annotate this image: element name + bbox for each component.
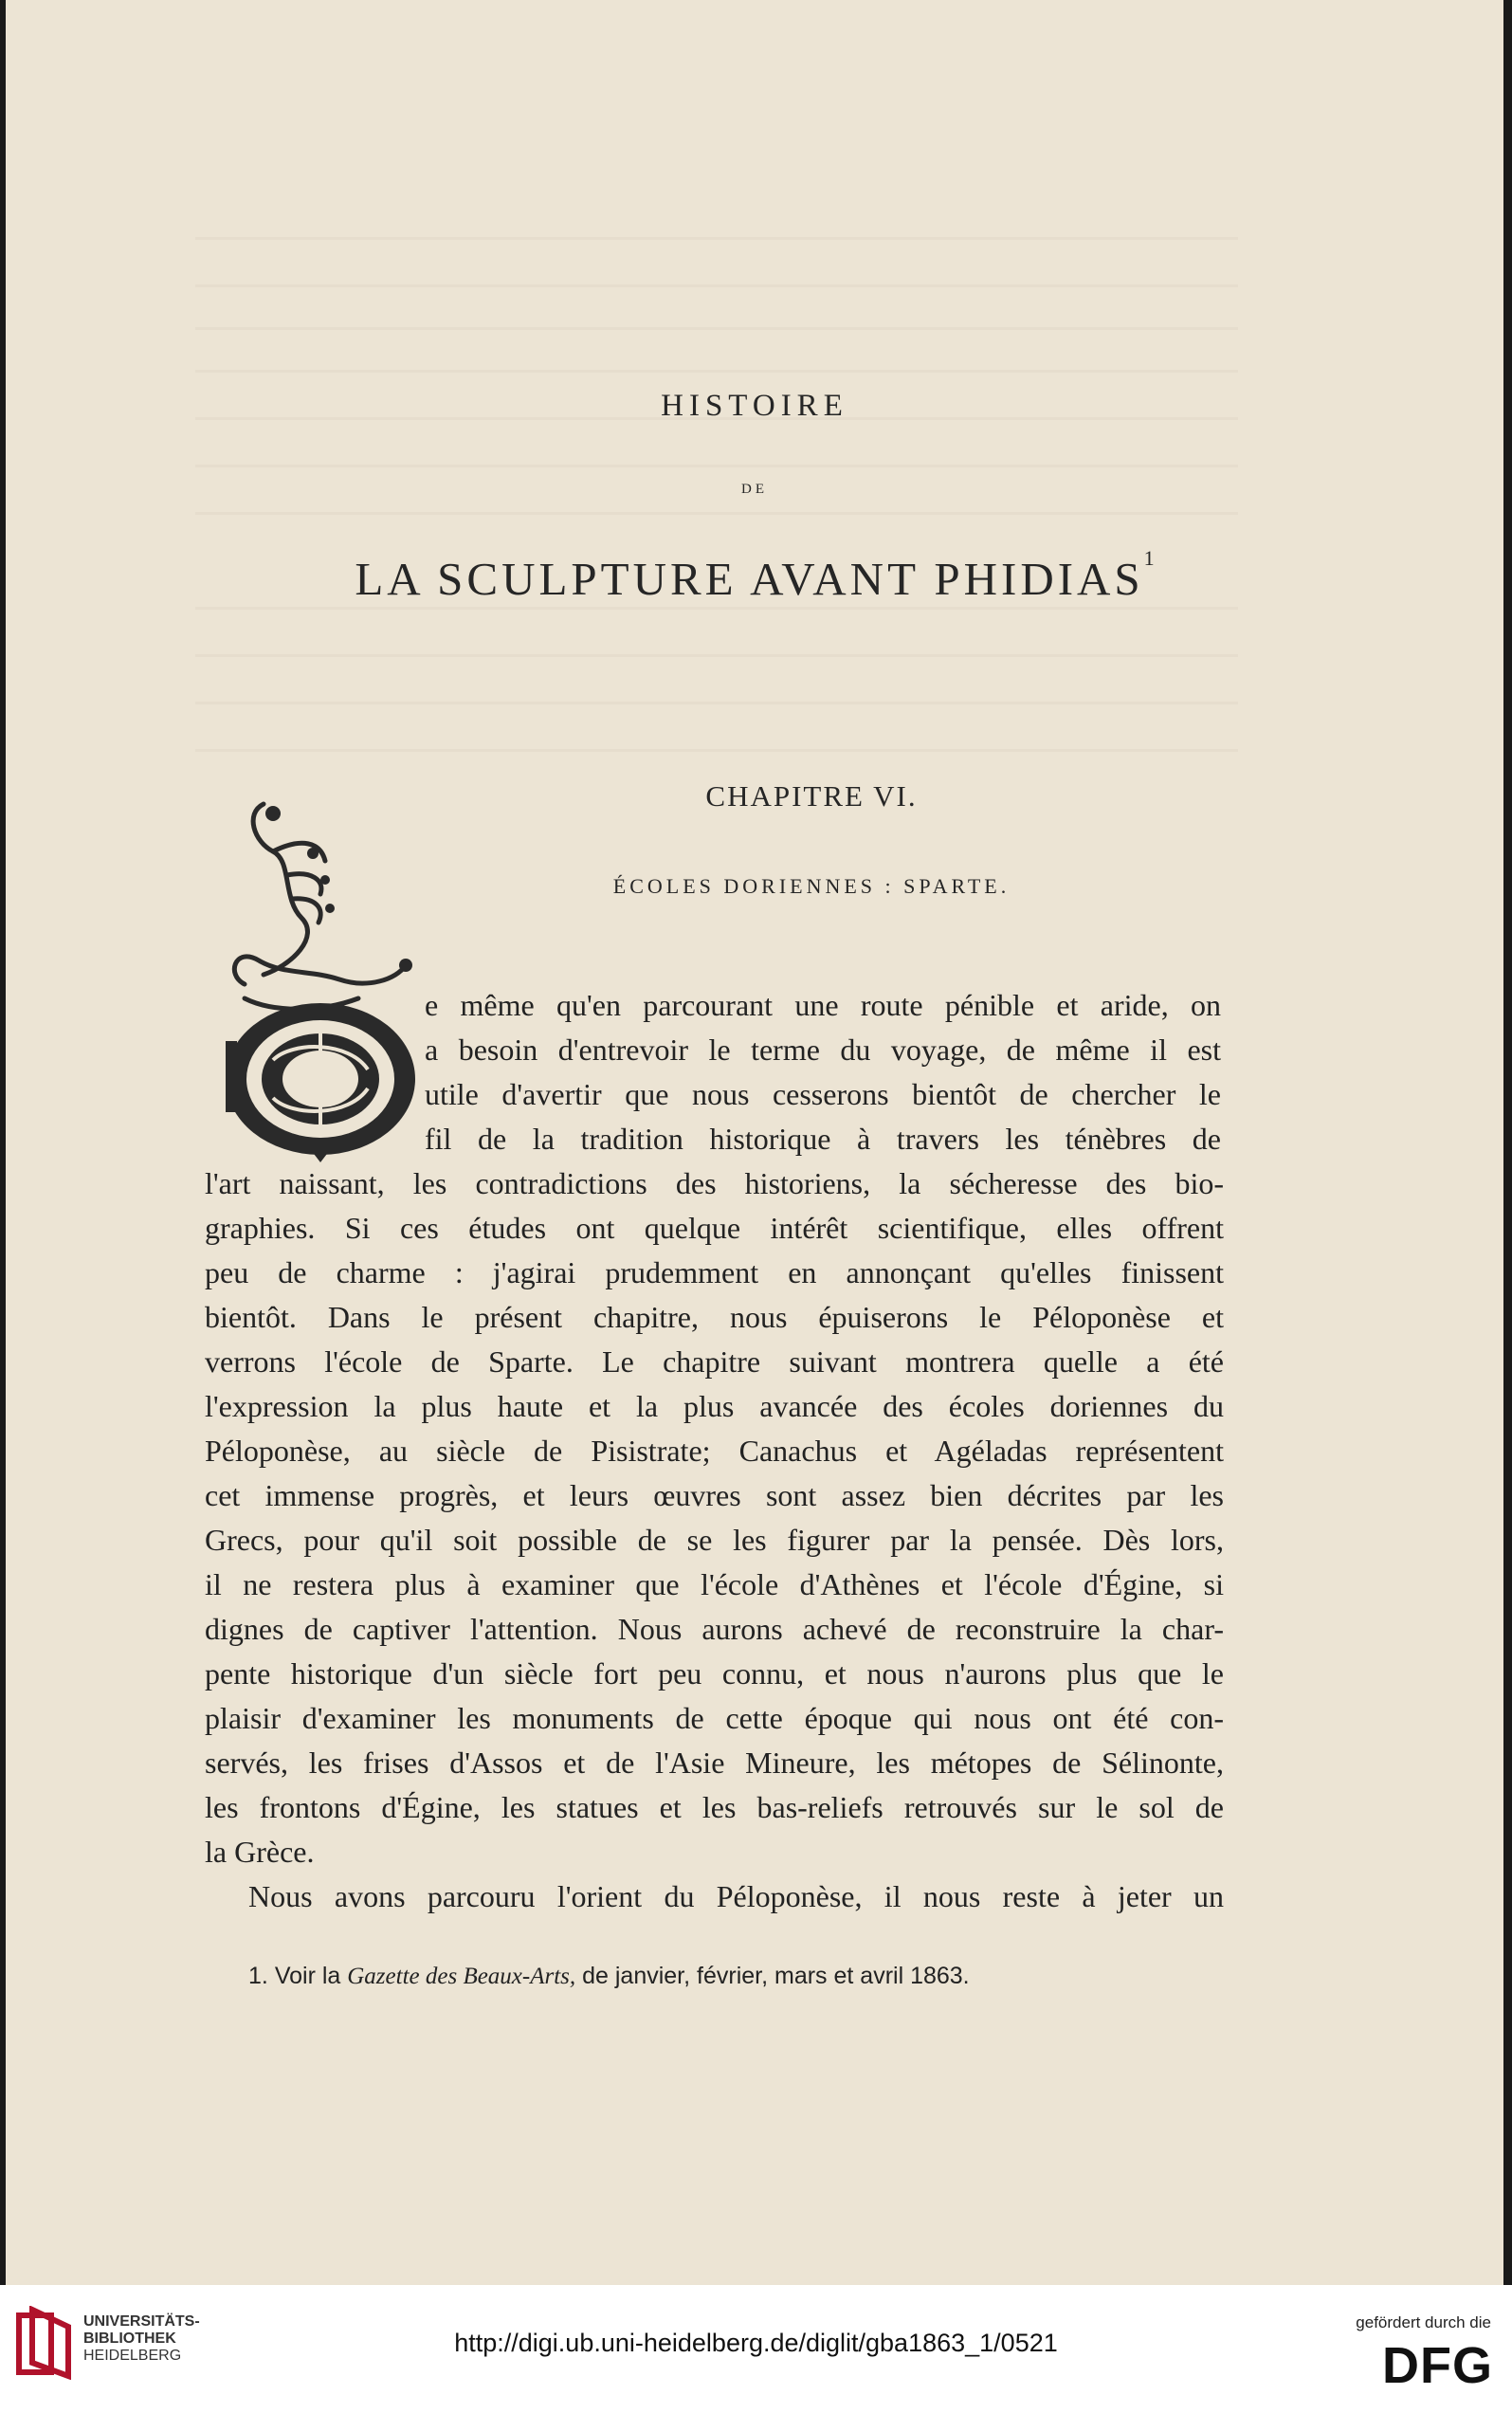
funder-note: gefördert durch die (1356, 2313, 1491, 2331)
text-line: utile d'avertir que nous cesserons bientôt de chercher le (425, 1077, 1221, 1111)
text-line: la Grèce. (205, 1835, 315, 1869)
footnote (248, 1963, 970, 1990)
text-line: peu de charme : j'agirai prudemment en annonçant qu'elles finissent (205, 1255, 1224, 1289)
page-url-link[interactable]: http://digi.ub.uni-heidelberg.de/diglit/gba1863_1/0521 (454, 2329, 1058, 2357)
text-line: servés, les frises d'Assos et de l'Asie Mineure, les métopes de Sélinonte, (205, 1746, 1224, 1780)
scanned-page (6, 0, 1503, 2285)
text-line: il ne restera plus à examiner que l'école d'Athènes et l'école d'Égine, si (205, 1567, 1224, 1601)
text-line: fil de la tradition historique à travers les ténèbres de (425, 1122, 1221, 1156)
text-line: Grecs, pour qu'il soit possible de se les figurer par la pensée. Dès lors, (205, 1523, 1224, 1557)
library-name-line3: HEIDELBERG (83, 2348, 182, 2364)
text-line: Nous avons parcouru l'orient du Péloponèse, il nous reste à jeter un (248, 1879, 1224, 1913)
ornamental-initial-d-icon (207, 785, 432, 1164)
main-title-text: LA SCULPTURE AVANT PHIDIAS (355, 553, 1144, 605)
footnote-number: 1. (248, 1963, 268, 1989)
text-line: Péloponèse, au siècle de Pisistrate; Canachus et Agéladas représentent (205, 1434, 1224, 1468)
footnote-journal: Gazette des Beaux-Arts, (347, 1964, 576, 1989)
text-line: e même qu'en parcourant une route pénible et aride, on (425, 988, 1221, 1022)
text-line: verrons l'école de Sparte. Le chapitre suivant montrera quelle a été (205, 1344, 1224, 1379)
main-title (6, 546, 1503, 606)
text-line: a besoin d'entrevoir le terme du voyage, de même il est (425, 1033, 1221, 1067)
chapter-number: CHAPITRE VI. (705, 779, 918, 813)
text-line: bientôt. Dans le présent chapitre, nous épuiserons le Péloponèse et (205, 1300, 1224, 1334)
text-line: dignes de captiver l'attention. Nous aurons achevé de reconstruire la char- (205, 1612, 1224, 1646)
text-line: pente historique d'un siècle fort peu connu, et nous n'aurons plus que le (205, 1656, 1224, 1691)
chapter-subtitle: ÉCOLES DORIENNES : SPARTE. (612, 874, 1011, 898)
text-line: l'art naissant, les contradictions des historiens, la sécheresse des bio- (205, 1166, 1224, 1200)
title-histoire: HISTOIRE (661, 389, 848, 423)
footnote-suffix: de janvier, février, mars et avril 1863. (582, 1963, 970, 1989)
text-line: l'expression la plus haute et la plus avancée des écoles doriennes du (205, 1389, 1224, 1423)
title-footnote-mark: 1 (1143, 546, 1155, 570)
footnote-prefix: Voir la (274, 1963, 341, 1989)
title-de: DE (741, 482, 768, 497)
viewer-footer (0, 2285, 1512, 2413)
text-line: les frontons d'Égine, les statues et les bas-reliefs retrouvés sur le sol de (205, 1790, 1224, 1824)
library-name-line2: BIBLIOTHEK (83, 2331, 176, 2347)
text-line: cet immense progrès, et leurs œuvres sont assez bien décrites par les (205, 1478, 1224, 1512)
dfg-logo[interactable]: DFG (1382, 2337, 1493, 2394)
text-line: graphies. Si ces études ont quelque intérêt scientifique, elles offrent (205, 1211, 1224, 1245)
library-name-line1: UNIVERSITÄTS- (83, 2313, 200, 2330)
text-line: plaisir d'examiner les monuments de cette époque qui nous ont été con- (205, 1701, 1224, 1735)
